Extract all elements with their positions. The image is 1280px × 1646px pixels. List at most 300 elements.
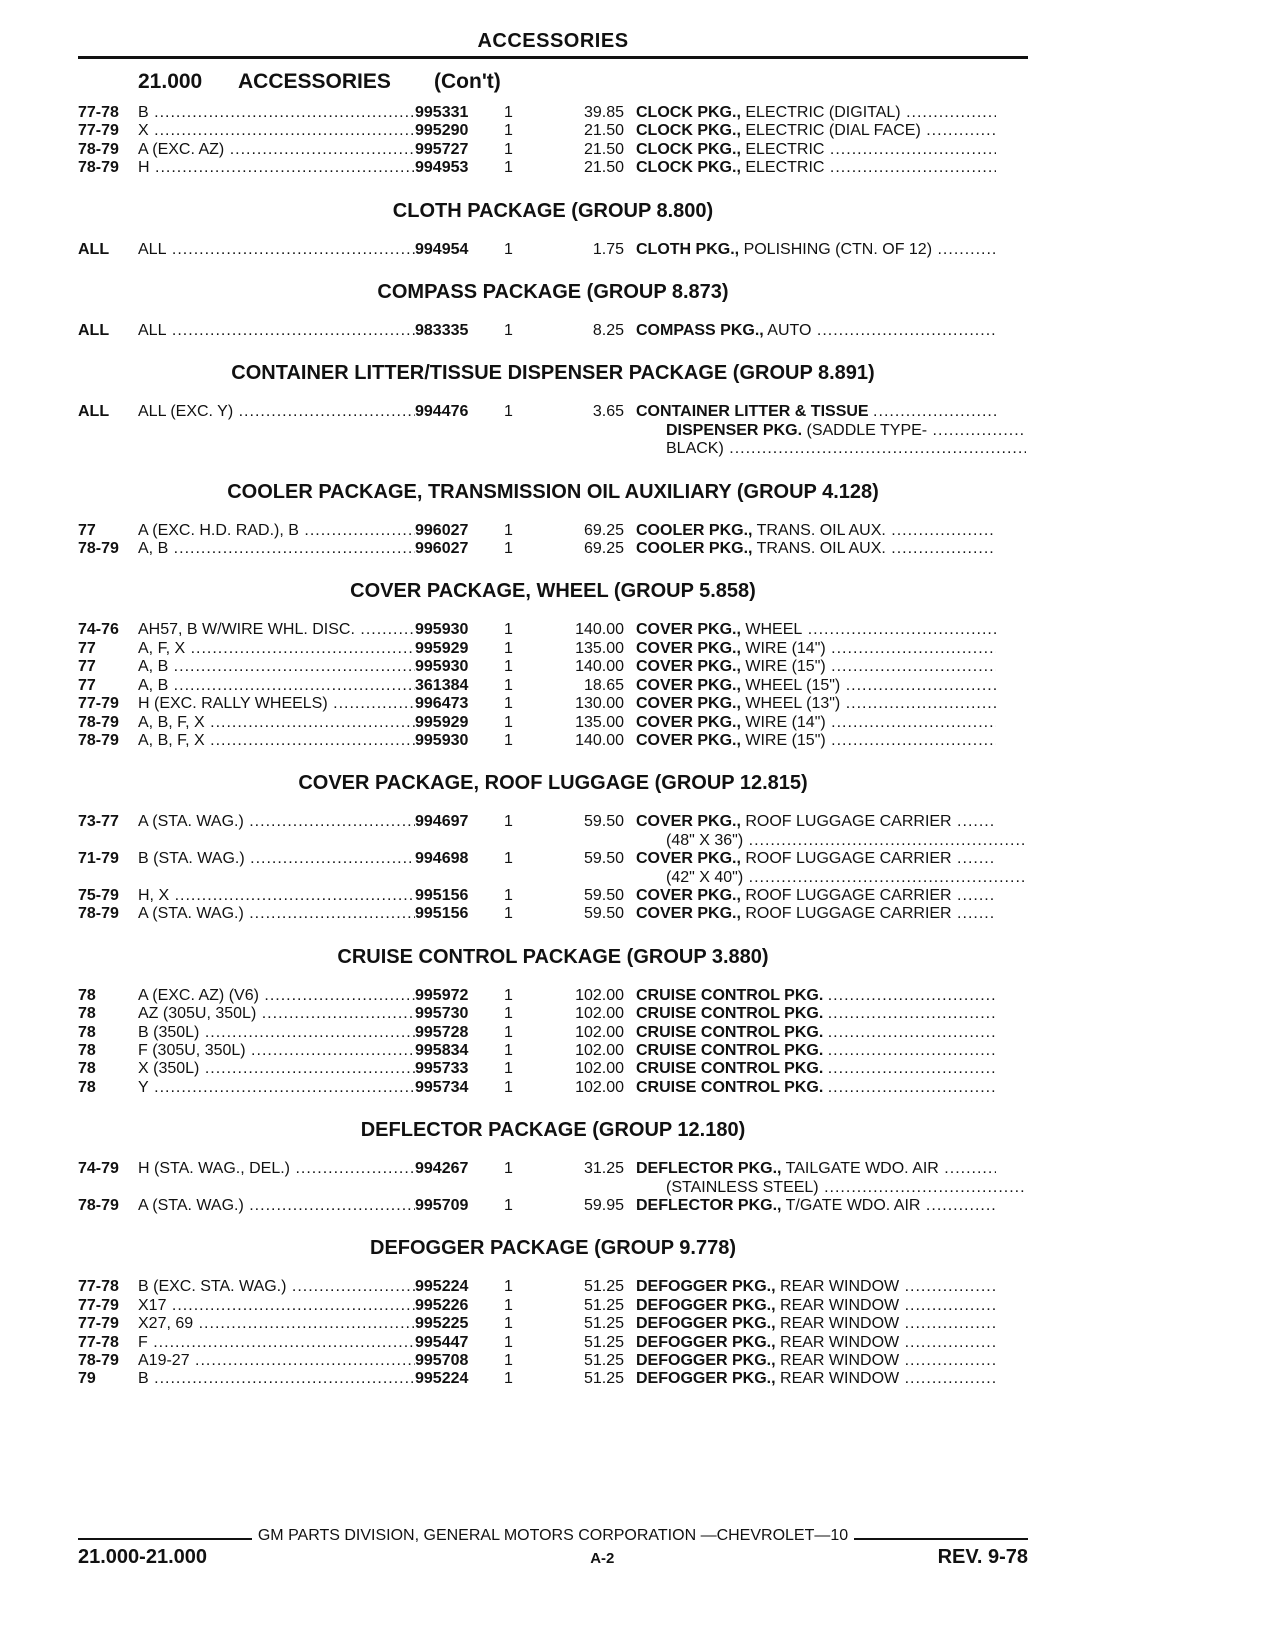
model-year: 77-78 <box>78 1333 119 1351</box>
price: 102.00 <box>575 1041 624 1059</box>
description-text: (42" X 40") ..... <box>666 869 1026 886</box>
part-description <box>636 1315 996 1333</box>
description-bold: CRUISE CONTROL PKG. <box>636 1060 824 1078</box>
part-number: 995834 <box>415 1041 469 1059</box>
part-description <box>636 905 996 923</box>
model-year: 78-79 <box>78 140 119 158</box>
part-description <box>636 1334 996 1352</box>
description-text: WHEEL ..... <box>745 621 996 638</box>
table-row <box>78 658 1038 676</box>
table-row <box>78 322 1038 340</box>
part-description <box>636 1060 996 1078</box>
part-description <box>636 714 996 732</box>
section-rows <box>78 1278 1038 1388</box>
model-year: 78-79 <box>78 159 119 177</box>
table-row <box>78 1370 1038 1388</box>
table-row <box>78 141 1038 159</box>
part-description <box>636 1197 996 1215</box>
application <box>138 241 415 259</box>
part-number: 995226 <box>415 1296 469 1314</box>
application <box>138 122 415 140</box>
application-text: X (350L) ..... <box>138 1060 415 1077</box>
quantity: 1 <box>504 1333 513 1351</box>
quantity: 1 <box>504 713 513 731</box>
application-text: A, B, F, X ..... <box>138 714 415 731</box>
price: 140.00 <box>575 731 624 749</box>
part-description <box>636 104 996 122</box>
price: 39.85 <box>583 104 624 121</box>
part-number: 995156 <box>415 886 469 904</box>
package-section <box>78 481 1038 559</box>
quantity: 1 <box>504 886 513 904</box>
part-description <box>666 832 1026 850</box>
part-description <box>636 1042 996 1060</box>
price: 69.25 <box>583 540 624 558</box>
application-text: A, F, X ..... <box>138 640 415 657</box>
part-description <box>636 640 996 658</box>
part-number: 995709 <box>415 1197 469 1214</box>
application <box>138 732 415 750</box>
description-bold: DEFOGGER PKG., <box>636 1370 776 1388</box>
part-description <box>636 813 996 831</box>
application <box>138 1024 415 1042</box>
table-row <box>78 1060 1038 1078</box>
quantity: 1 <box>504 1023 513 1041</box>
part-description <box>666 1179 1026 1197</box>
description-text: (STAINLESS STEEL) ..... <box>666 1179 1026 1196</box>
footer-rule-right <box>854 1528 1028 1540</box>
description-bold: COVER PKG., <box>636 658 741 676</box>
application-text: A (EXC. AZ) (V6) ..... <box>138 987 415 1004</box>
quantity: 1 <box>504 1278 513 1296</box>
quantity: 1 <box>504 1296 513 1314</box>
application <box>138 540 415 558</box>
description-bold: DISPENSER PKG. <box>666 421 803 439</box>
continuation-line <box>78 869 1038 887</box>
part-description <box>636 522 996 540</box>
quantity: 1 <box>504 813 513 831</box>
table-row <box>78 1278 1038 1296</box>
part-description <box>636 322 996 340</box>
part-number: 994953 <box>415 159 469 177</box>
part-description <box>636 887 996 905</box>
application <box>138 1042 415 1060</box>
price: 140.00 <box>575 621 624 639</box>
price: 69.25 <box>583 521 624 539</box>
model-year: 78-79 <box>78 540 119 558</box>
model-year: 77-79 <box>78 1315 119 1333</box>
quantity: 1 <box>504 905 513 923</box>
application-text: A (EXC. H.D. RAD.), B ..... <box>138 522 415 539</box>
application-text: A (STA. WAG.) ..... <box>138 1197 415 1214</box>
model-year: 78 <box>78 1023 96 1041</box>
price: 59.95 <box>583 1197 624 1214</box>
table-row <box>78 640 1038 658</box>
price: 59.50 <box>583 905 624 923</box>
model-year: 78 <box>78 1005 96 1023</box>
description-bold: CRUISE CONTROL PKG. <box>636 986 824 1004</box>
description-text: (48" X 36") ..... <box>666 832 1026 849</box>
quantity: 1 <box>504 1060 513 1078</box>
part-number: 995733 <box>415 1060 469 1078</box>
section-rows <box>78 322 1038 340</box>
application-text: H ..... <box>138 159 415 176</box>
part-number: 995225 <box>415 1315 469 1333</box>
quantity: 1 <box>504 1005 513 1023</box>
application-text: H, X ..... <box>138 887 415 904</box>
catalog-content <box>78 66 1038 1389</box>
part-description <box>666 422 1026 440</box>
part-number: 995930 <box>415 621 469 639</box>
application <box>138 658 415 676</box>
price: 59.50 <box>583 850 624 868</box>
price: 59.50 <box>583 813 624 831</box>
description-text <box>873 403 996 420</box>
quantity: 1 <box>504 403 513 421</box>
description-text: WHEEL (15") ..... <box>745 677 996 694</box>
description-text: (SADDLE TYPE- ..... <box>806 422 1026 439</box>
model-year: 73-77 <box>78 813 119 831</box>
footer-page-number: A-2 <box>590 1550 615 1567</box>
part-description <box>636 987 996 1005</box>
quantity: 1 <box>504 1370 513 1388</box>
application-text: A (EXC. AZ) ..... <box>138 141 415 158</box>
table-row <box>78 987 1038 1005</box>
description-bold: COVER PKG., <box>636 731 741 749</box>
section-rows <box>78 403 1038 458</box>
application-text: X17 ..... <box>138 1297 415 1314</box>
description-bold: CRUISE CONTROL PKG. <box>636 1005 824 1023</box>
part-number: 995930 <box>415 731 469 749</box>
section-title: CRUISE CONTROL PACKAGE (GROUP 3.880) <box>337 945 769 968</box>
application-text: AZ (305U, 350L) ..... <box>138 1005 415 1022</box>
description-text: ELECTRIC (DIGITAL) ..... <box>745 104 996 121</box>
table-row <box>78 1005 1038 1023</box>
part-number: 994697 <box>415 813 469 831</box>
table-row <box>78 104 1038 122</box>
table-row <box>78 1352 1038 1370</box>
price: 8.25 <box>592 322 624 340</box>
table-row <box>78 122 1038 140</box>
part-description <box>636 1278 996 1296</box>
application <box>138 1278 415 1296</box>
application <box>138 1197 415 1215</box>
quantity: 1 <box>504 540 513 558</box>
footer <box>78 1546 1028 1569</box>
description-bold: DEFOGGER PKG., <box>636 1333 776 1351</box>
quantity: 1 <box>504 695 513 713</box>
part-description <box>636 1079 996 1097</box>
part-number: 994698 <box>415 850 469 868</box>
section-title: COMPASS PACKAGE (GROUP 8.873) <box>377 281 729 304</box>
section-title: COOLER PACKAGE, TRANSMISSION OIL AUXILIARY (GROUP 4.128) <box>227 480 879 503</box>
application <box>138 987 415 1005</box>
application <box>138 1079 415 1097</box>
part-number: 995972 <box>415 986 469 1004</box>
application <box>138 1334 415 1352</box>
section-rows <box>78 241 1038 259</box>
price: 102.00 <box>575 986 624 1004</box>
price: 3.65 <box>592 403 624 421</box>
price: 21.50 <box>583 140 624 158</box>
model-year: 78 <box>78 986 96 1004</box>
quantity: 1 <box>504 521 513 539</box>
description-bold: COMPASS PKG., <box>636 322 764 340</box>
description-text: ELECTRIC (DIAL FACE) ..... <box>745 122 996 139</box>
package-section <box>78 1119 1038 1215</box>
price: 51.25 <box>583 1370 624 1388</box>
model-year: 77-79 <box>78 1296 119 1314</box>
quantity: 1 <box>504 240 513 258</box>
model-year: 78-79 <box>78 1352 119 1370</box>
description-bold: COOLER PKG., <box>636 540 753 558</box>
table-row <box>78 714 1038 732</box>
footer-rule-left <box>78 1528 252 1540</box>
description-bold: CONTAINER LITTER & TISSUE <box>636 403 869 421</box>
section-rows <box>78 987 1038 1097</box>
description-text <box>828 1024 996 1041</box>
part-description <box>636 677 996 695</box>
application <box>138 1352 415 1370</box>
description-bold: COVER PKG., <box>636 886 741 904</box>
description-text <box>828 1042 996 1059</box>
part-number: 996027 <box>415 540 469 558</box>
application-text: H (STA. WAG., DEL.) ..... <box>138 1160 415 1177</box>
package-section <box>78 1237 1038 1388</box>
table-row <box>78 1297 1038 1315</box>
application-text: A (STA. WAG.) ..... <box>138 905 415 922</box>
quantity: 1 <box>504 322 513 340</box>
footer-revision: REV. 9-78 <box>937 1546 1028 1568</box>
sections <box>78 200 1038 1389</box>
application <box>138 141 415 159</box>
description-text: AUTO ..... <box>767 322 996 339</box>
application-text: ALL ..... <box>138 241 415 258</box>
footer-group-range: 21.000-21.000 <box>78 1546 208 1568</box>
quantity: 1 <box>504 986 513 1004</box>
part-description <box>636 1005 996 1023</box>
model-year: 77 <box>78 658 96 676</box>
application-text: A (STA. WAG.) ..... <box>138 813 415 830</box>
part-description <box>636 850 996 868</box>
part-description <box>636 695 996 713</box>
description-bold: COVER PKG., <box>636 905 741 923</box>
section-title: COVER PACKAGE, ROOF LUGGAGE (GROUP 12.815) <box>298 772 808 795</box>
description-text: ROOF LUGGAGE CARRIER ..... <box>745 813 996 830</box>
description-bold: COVER PKG., <box>636 621 741 639</box>
price: 51.25 <box>583 1352 624 1370</box>
part-number: 995290 <box>415 122 469 140</box>
application-text: X27, 69 ..... <box>138 1315 415 1332</box>
quantity: 1 <box>504 1041 513 1059</box>
description-text: ELECTRIC ..... <box>745 159 996 176</box>
model-year: 78-79 <box>78 905 119 923</box>
price: 102.00 <box>575 1078 624 1096</box>
header-rule <box>78 56 1028 59</box>
table-row <box>78 732 1038 750</box>
spacer <box>78 1179 666 1197</box>
part-description <box>636 1297 996 1315</box>
part-description <box>636 141 996 159</box>
part-number: 996473 <box>415 695 469 713</box>
table-row <box>78 1197 1038 1215</box>
part-number: 995728 <box>415 1023 469 1041</box>
package-section <box>78 281 1038 340</box>
application-text: X ..... <box>138 122 415 139</box>
part-description <box>636 1352 996 1370</box>
part-description <box>636 658 996 676</box>
description-text: ROOF LUGGAGE CARRIER ..... <box>745 905 996 922</box>
description-text: BLACK) ..... <box>666 440 1026 457</box>
part-description <box>666 440 1026 458</box>
description-text: WIRE (15") ..... <box>745 658 996 675</box>
price: 18.65 <box>583 676 624 694</box>
description-bold: CLOTH PKG., <box>636 240 740 258</box>
application-text: B (STA. WAG.) ..... <box>138 850 415 867</box>
description-bold: COVER PKG., <box>636 676 741 694</box>
description-bold: DEFOGGER PKG., <box>636 1352 776 1370</box>
section-title: CLOTH PACKAGE (GROUP 8.800) <box>392 199 714 222</box>
part-number: 995734 <box>415 1078 469 1096</box>
quantity: 1 <box>504 1160 513 1178</box>
description-bold: CRUISE CONTROL PKG. <box>636 1023 824 1041</box>
application <box>138 813 415 831</box>
table-row <box>78 1042 1038 1060</box>
model-year: ALL <box>78 240 110 258</box>
section-rows <box>78 522 1038 559</box>
application-text: A, B ..... <box>138 658 415 675</box>
package-section <box>78 580 1038 750</box>
description-text: REAR WINDOW ..... <box>780 1278 996 1295</box>
part-description <box>636 241 996 259</box>
price: 51.25 <box>583 1296 624 1314</box>
application-text: B (EXC. STA. WAG.) ..... <box>138 1278 415 1295</box>
description-bold: DEFLECTOR PKG., <box>636 1197 782 1214</box>
model-year: 77 <box>78 639 96 657</box>
application <box>138 677 415 695</box>
group-name: ACCESSORIES <box>238 70 391 93</box>
quantity: 1 <box>504 621 513 639</box>
quantity: 1 <box>504 104 513 121</box>
part-description <box>636 621 996 639</box>
price: 102.00 <box>575 1023 624 1041</box>
model-year: 78 <box>78 1060 96 1078</box>
price: 59.50 <box>583 886 624 904</box>
description-text <box>828 987 996 1004</box>
description-bold: DEFOGGER PKG., <box>636 1296 776 1314</box>
table-row <box>78 1079 1038 1097</box>
table-row <box>78 887 1038 905</box>
model-year: 78-79 <box>78 1197 119 1214</box>
part-number: 995929 <box>415 713 469 731</box>
description-bold: DEFOGGER PKG., <box>636 1315 776 1333</box>
part-number: 994476 <box>415 403 469 421</box>
quantity: 1 <box>504 1315 513 1333</box>
application-text: A, B ..... <box>138 540 415 557</box>
description-text: TAILGATE WDO. AIR ..... <box>786 1160 996 1177</box>
description-text: REAR WINDOW ..... <box>780 1334 996 1351</box>
table-row <box>78 522 1038 540</box>
part-description <box>636 403 996 421</box>
application <box>138 905 415 923</box>
description-text: POLISHING (CTN. OF 12) ..... <box>744 241 996 258</box>
price: 135.00 <box>575 639 624 657</box>
application <box>138 1297 415 1315</box>
model-year: 75-79 <box>78 886 119 904</box>
section-rows <box>78 1160 1038 1215</box>
part-number: 995447 <box>415 1333 469 1351</box>
group-heading <box>78 70 1038 100</box>
table-row <box>78 1334 1038 1352</box>
model-year: 78 <box>78 1078 96 1096</box>
description-bold: CRUISE CONTROL PKG. <box>636 1041 824 1059</box>
package-section <box>78 772 1038 923</box>
part-description <box>666 869 1026 887</box>
model-year: 77-79 <box>78 695 119 713</box>
model-year: 78-79 <box>78 731 119 749</box>
part-description <box>636 1370 996 1388</box>
part-number: 361384 <box>415 676 469 694</box>
price: 130.00 <box>575 695 624 713</box>
part-description <box>636 122 996 140</box>
model-year: 78 <box>78 1041 96 1059</box>
section-rows <box>78 621 1038 750</box>
description-text: ROOF LUGGAGE CARRIER ..... <box>745 850 996 867</box>
table-row <box>78 621 1038 639</box>
continuation-line <box>78 440 1038 458</box>
model-year: 77 <box>78 676 96 694</box>
quantity: 1 <box>504 140 513 158</box>
price: 51.25 <box>583 1315 624 1333</box>
model-year: 74-76 <box>78 621 119 639</box>
model-year: 77-78 <box>78 104 119 121</box>
price: 102.00 <box>575 1060 624 1078</box>
application <box>138 1315 415 1333</box>
price: 51.25 <box>583 1278 624 1296</box>
part-number: 995929 <box>415 639 469 657</box>
footer-credit: GM PARTS DIVISION, GENERAL MOTORS CORPORATION —CHEVROLET—10 <box>257 1527 849 1544</box>
section-title: COVER PACKAGE, WHEEL (GROUP 5.858) <box>350 580 756 603</box>
description-text: WIRE (14") ..... <box>745 714 996 731</box>
part-number: 996027 <box>415 521 469 539</box>
description-text: T/GATE WDO. AIR ..... <box>786 1197 996 1214</box>
section-title: DEFLECTOR PACKAGE (GROUP 12.180) <box>360 1119 746 1142</box>
application-text: F (305U, 350L) ..... <box>138 1042 415 1059</box>
description-bold: COVER PKG., <box>636 695 741 713</box>
quantity: 1 <box>504 658 513 676</box>
clock-rows <box>78 104 1038 178</box>
group-continued: (Con't) <box>434 70 501 93</box>
table-row <box>78 1315 1038 1333</box>
description-text: WHEEL (13") ..... <box>745 695 996 712</box>
application-text: F ..... <box>138 1334 415 1351</box>
description-bold: DEFOGGER PKG., <box>636 1278 776 1296</box>
model-year: 77-79 <box>78 122 119 140</box>
application-text: B ..... <box>138 1370 415 1387</box>
description-text: REAR WINDOW ..... <box>780 1352 996 1369</box>
table-row <box>78 850 1038 868</box>
application <box>138 640 415 658</box>
price: 51.25 <box>583 1333 624 1351</box>
table-row <box>78 905 1038 923</box>
quantity: 1 <box>504 731 513 749</box>
table-row <box>78 695 1038 713</box>
continuation-line <box>78 1179 1038 1197</box>
package-section <box>78 200 1038 259</box>
description-bold: COOLER PKG., <box>636 521 753 539</box>
spacer <box>78 869 666 887</box>
application-text: ALL ..... <box>138 322 415 339</box>
